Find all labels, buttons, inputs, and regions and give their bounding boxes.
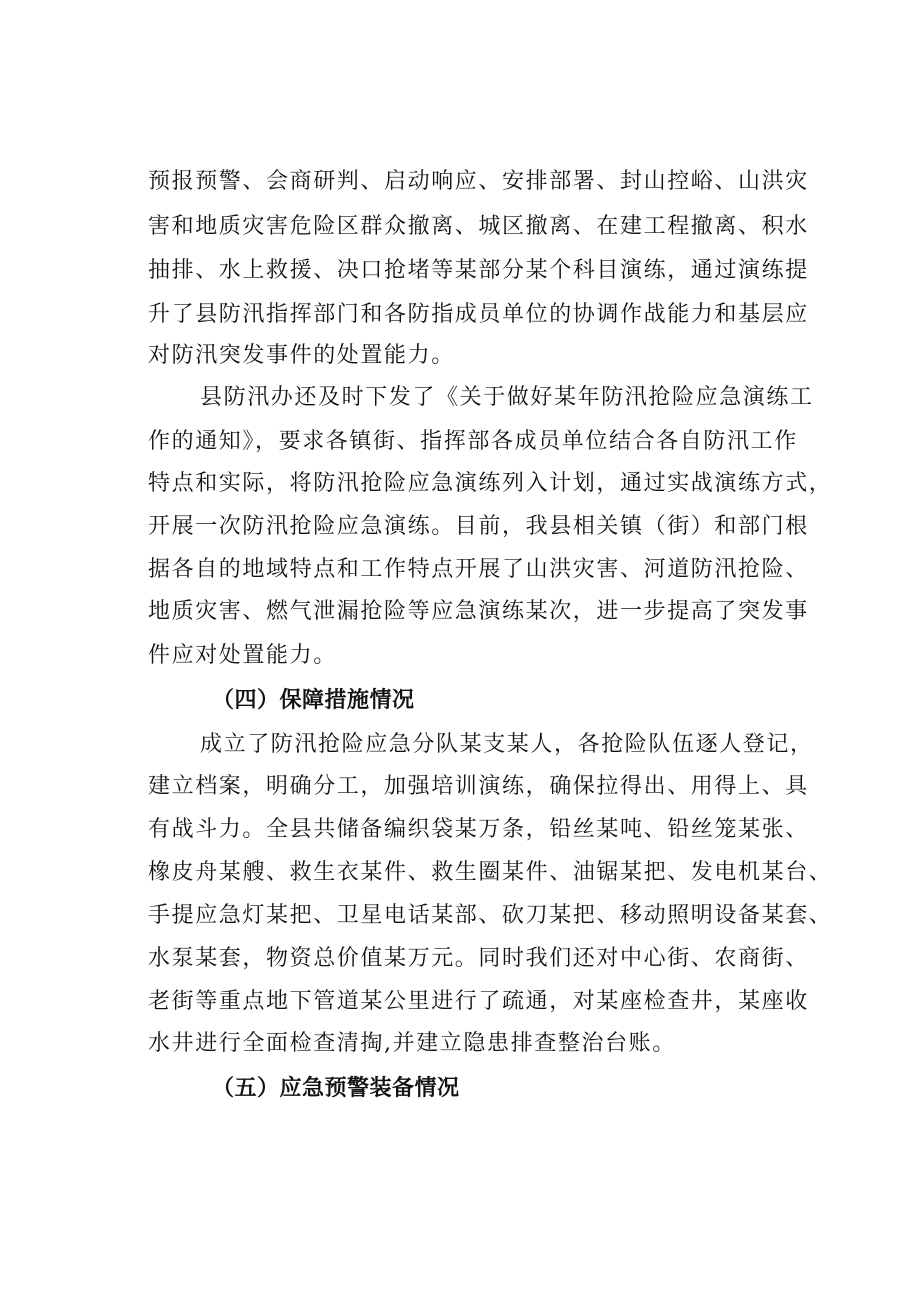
paragraph-2-line-4: 开展一次防汛抢险应急演练。目前，我县相关镇（街）和部门根 bbox=[148, 514, 809, 539]
paragraph-2-line-2: 作的通知》，要求各镇街、指挥部各成员单位结合各自防汛工作 bbox=[148, 429, 798, 454]
paragraph-1-line-5: 对防汛突发事件的处置能力。 bbox=[148, 343, 455, 368]
paragraph-2-line-1: 县防汛办还及时下发了《关于做好某年防汛抢险应急演练工 bbox=[200, 385, 814, 410]
paragraph-3-line-6: 水泵某套，物资总价值某万元。同时我们还对中心街、农商街、 bbox=[148, 946, 809, 971]
paragraph-1-line-2: 害和地质灾害危险区群众撤离、城区撤离、在建工程撤离、积水 bbox=[148, 214, 809, 239]
paragraph-1-line-3: 抽排、水上救援、决口抢堵等某部分某个科目演练，通过演练提 bbox=[148, 258, 809, 283]
paragraph-3-line-2: 建立档案，明确分工，加强培训演练，确保拉得出、用得上、具 bbox=[148, 774, 809, 799]
paragraph-3-line-7: 老街等重点地下管道某公里进行了疏通，对某座检查井，某座收 bbox=[148, 989, 809, 1014]
paragraph-2-line-7: 件应对处置能力。 bbox=[148, 643, 337, 668]
paragraph-2-line-5: 据各自的地域特点和工作特点开展了山洪灾害、河道防汛抢险、 bbox=[148, 557, 809, 582]
paragraph-1-line-4: 升了县防汛指挥部门和各防指成员单位的协调作战能力和基层应 bbox=[148, 302, 809, 327]
paragraph-2-line-6: 地质灾害、燃气泄漏抢险等应急演练某次，进一步提高了突发事 bbox=[148, 599, 809, 624]
paragraph-3-line-8: 水井进行全面检查清掏,并建立隐患排查整治台账。 bbox=[148, 1031, 676, 1056]
paragraph-3-line-3: 有战斗力。全县共储备编织袋某万条，铅丝某吨、铅丝笼某张、 bbox=[148, 817, 809, 842]
paragraph-2-line-3: 特点和实际，将防汛抢险应急演练列入计划，通过实战演练方式， bbox=[148, 471, 833, 496]
section-heading-4: （四）保障措施情况 bbox=[212, 688, 415, 713]
paragraph-1-line-1: 预报预警、会商研判、启动响应、安排部署、封山控峪、山洪灾 bbox=[148, 169, 809, 194]
section-heading-5: （五）应急预警装备情况 bbox=[212, 1076, 460, 1101]
paragraph-3-line-1: 成立了防汛抢险应急分队某支某人，各抢险队伍逐人登记， bbox=[200, 732, 814, 757]
paragraph-3-line-5: 手提应急灯某把、卫星电话某部、砍刀某把、移动照明设备某套、 bbox=[148, 903, 833, 928]
paragraph-3-line-4: 橡皮舟某艘、救生衣某件、救生圈某件、油锯某把、发电机某台、 bbox=[148, 860, 833, 885]
